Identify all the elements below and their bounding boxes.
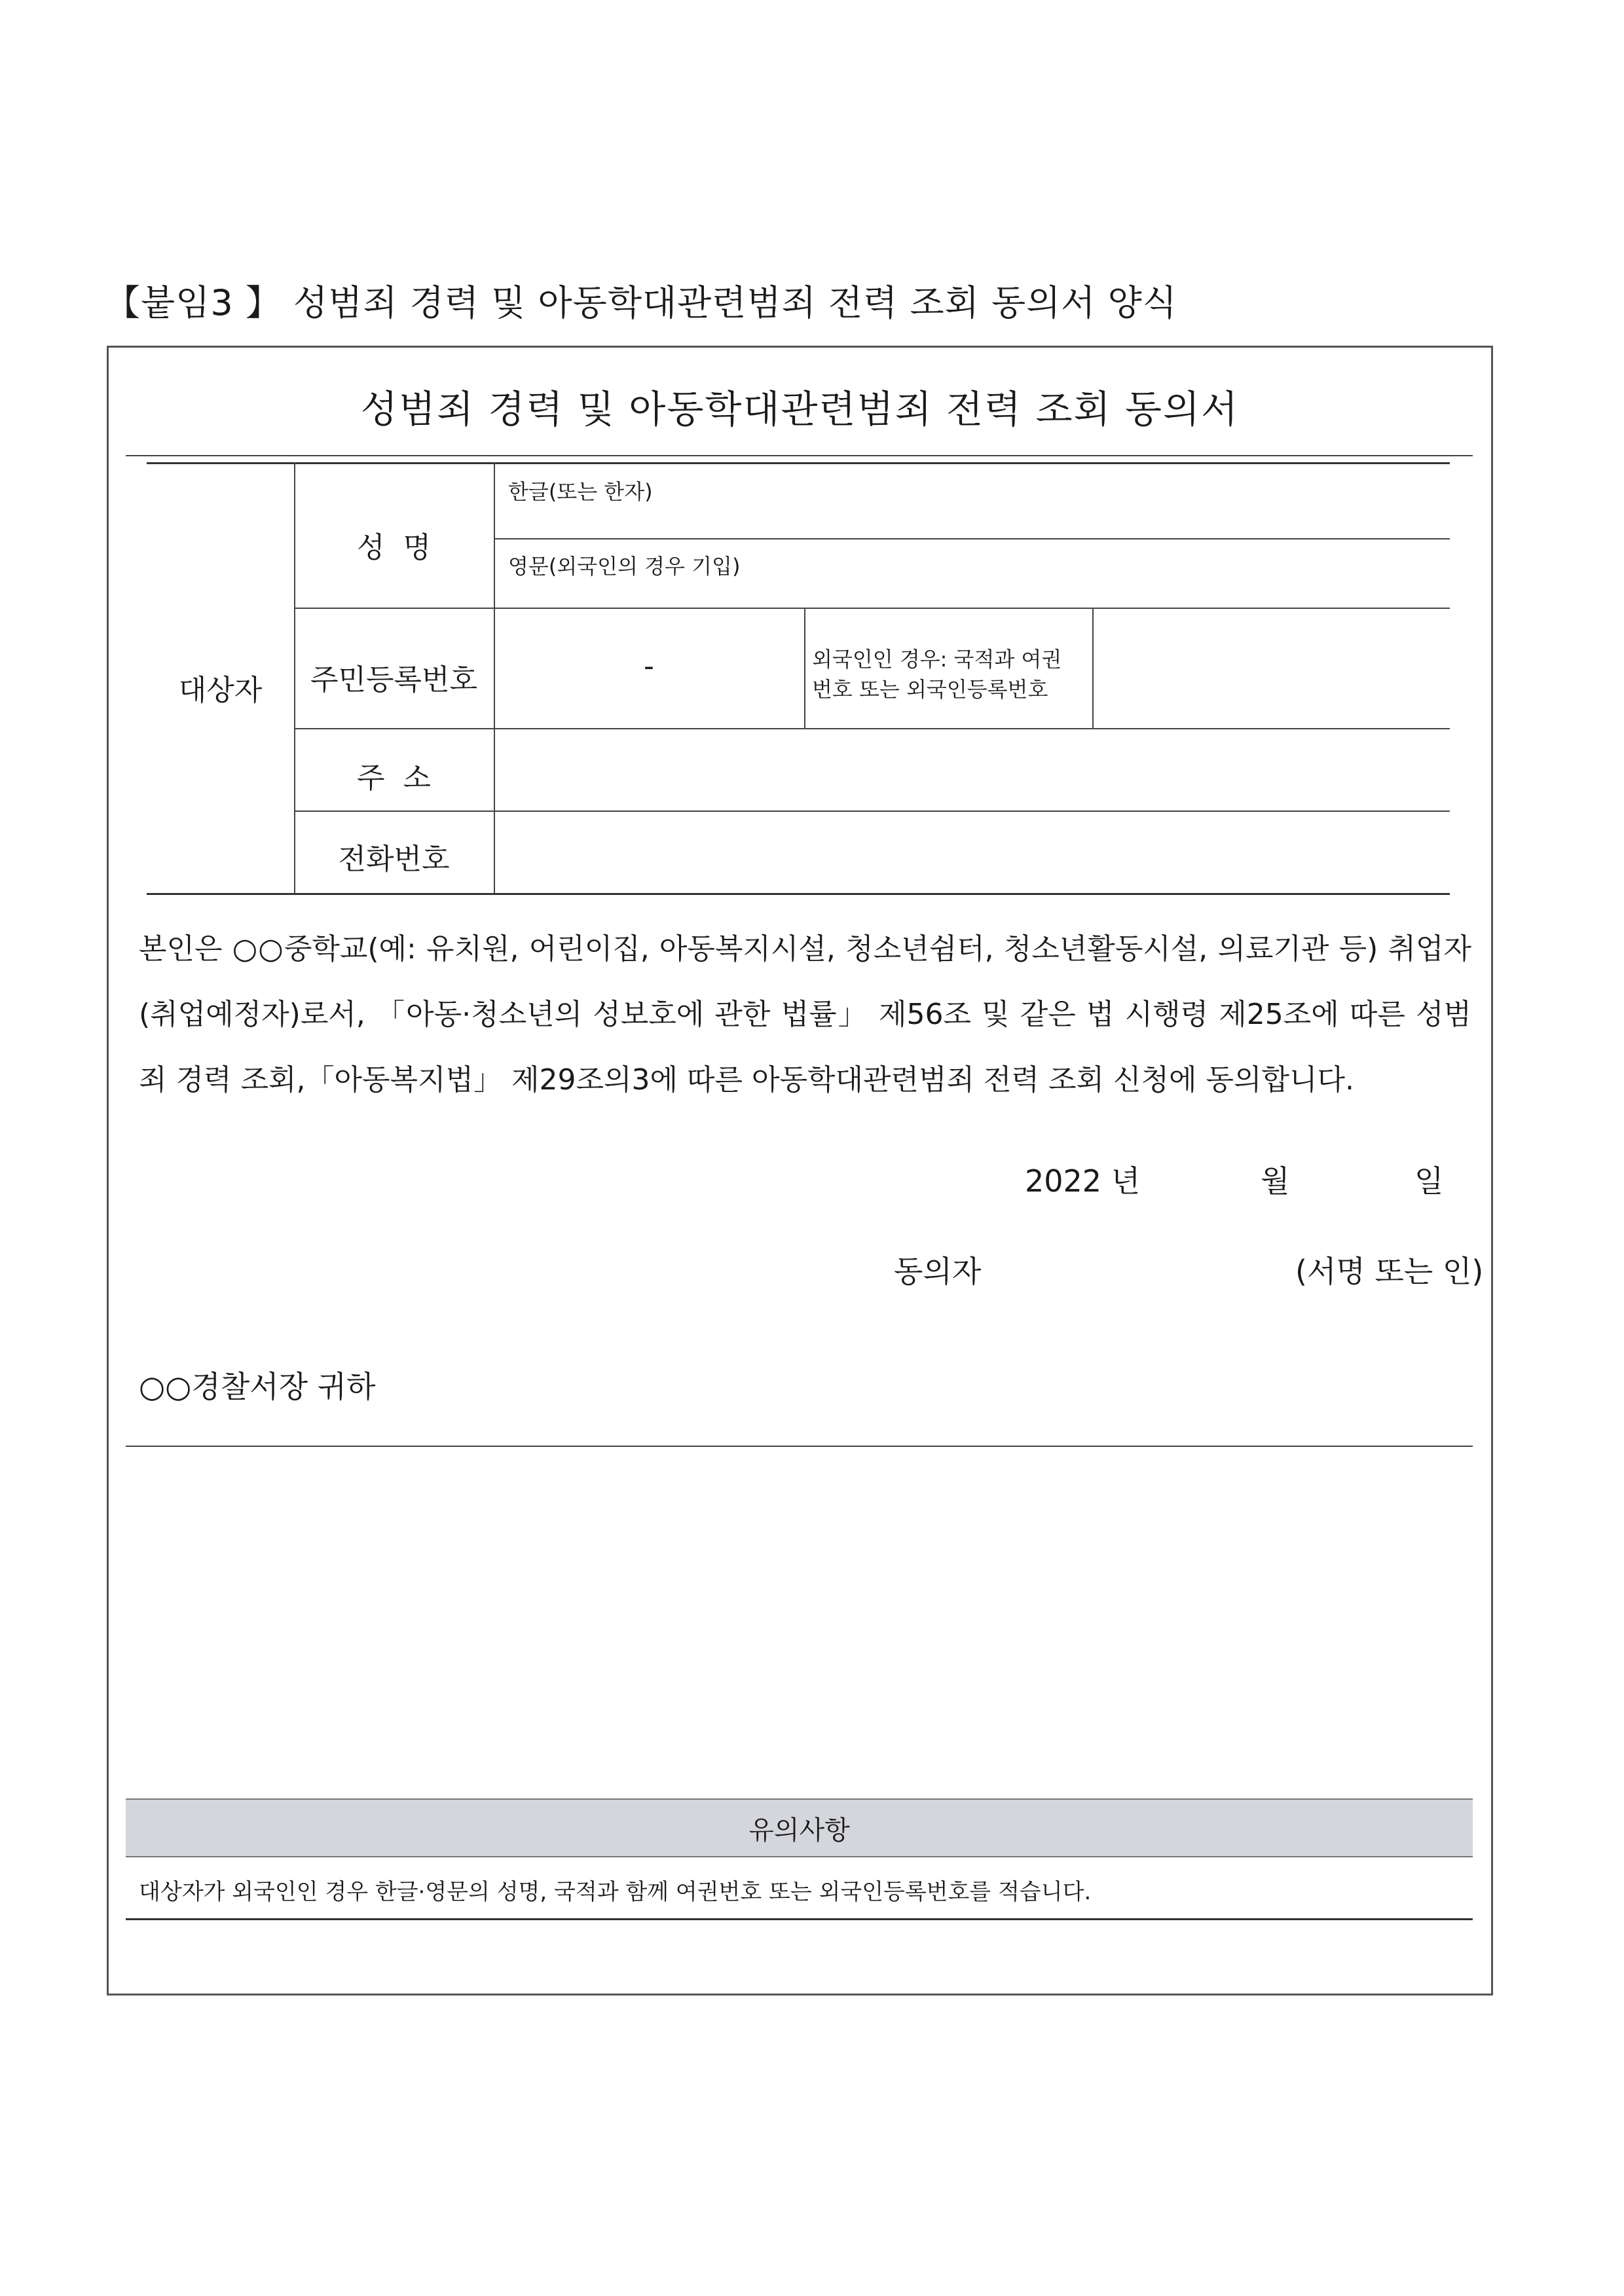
consenter-label: 동의자 — [894, 1254, 982, 1289]
table-bottom-border — [147, 893, 1450, 895]
title-divider — [126, 455, 1473, 456]
consent-statement: 본인은 ○○중학교(예: 유치원, 어린이집, 아동복지시설, 청소년쉼터, 청소년활동시설, 의료기관 등) 취업자(취업예정자)로서, 「아동·청소년의 성보호에 관한 법률」 제56조 및 같은 법 시행령 제25조에 따른 성범죄 경력 조회,「아동복지법」 제29조의3에 따른 아동학대관련범죄 전력 조회 신청에 동의합니다. — [139, 932, 1471, 1097]
foreigner-note-line1: 외국인인 경우: 국적과 여권 — [812, 647, 1062, 672]
resident-number-label: 주민등록번호 — [310, 663, 478, 697]
date-day: 일 — [1414, 1163, 1444, 1199]
foreigner-number-field[interactable] — [1094, 609, 1450, 727]
name-korean-field[interactable]: 한글(또는 한자) — [508, 479, 653, 504]
signature-note: (서명 또는 인) — [1295, 1254, 1484, 1289]
date-year: 2022 년 — [1025, 1163, 1141, 1199]
table-top-border — [147, 462, 1450, 464]
notice-title: 유의사항 — [748, 1815, 850, 1846]
addressee: ○○경찰서장 귀하 — [139, 1369, 376, 1404]
resident-number-field[interactable]: - — [644, 649, 654, 683]
form-title: 성범죄 경력 및 아동학대관련범죄 전력 조회 동의서 — [360, 387, 1240, 431]
date-month: 월 — [1261, 1163, 1290, 1199]
name-label: 성 명 — [357, 531, 431, 564]
notice-text: 대상자가 외국인인 경우 한글·영문의 성명, 국적과 함께 여권번호 또는 외국인등록번호를 적습니다. — [139, 1879, 1092, 1905]
foreigner-note-line2: 번호 또는 외국인등록번호 — [812, 677, 1048, 702]
phone-label: 전화번호 — [338, 843, 450, 876]
notice-bottom-rule — [126, 1918, 1473, 1920]
attachment-caption: 【붙임3 】 성범죄 경력 및 아동학대관련범죄 전력 조회 동의서 양식 — [105, 282, 1177, 323]
name-english-field[interactable]: 영문(외국인의 경우 기입) — [508, 554, 741, 579]
address-label: 주 소 — [357, 761, 431, 795]
section-divider — [126, 1446, 1473, 1447]
address-field[interactable] — [495, 729, 1450, 809]
phone-field[interactable] — [495, 812, 1450, 892]
subject-label: 대상자 — [178, 674, 263, 707]
